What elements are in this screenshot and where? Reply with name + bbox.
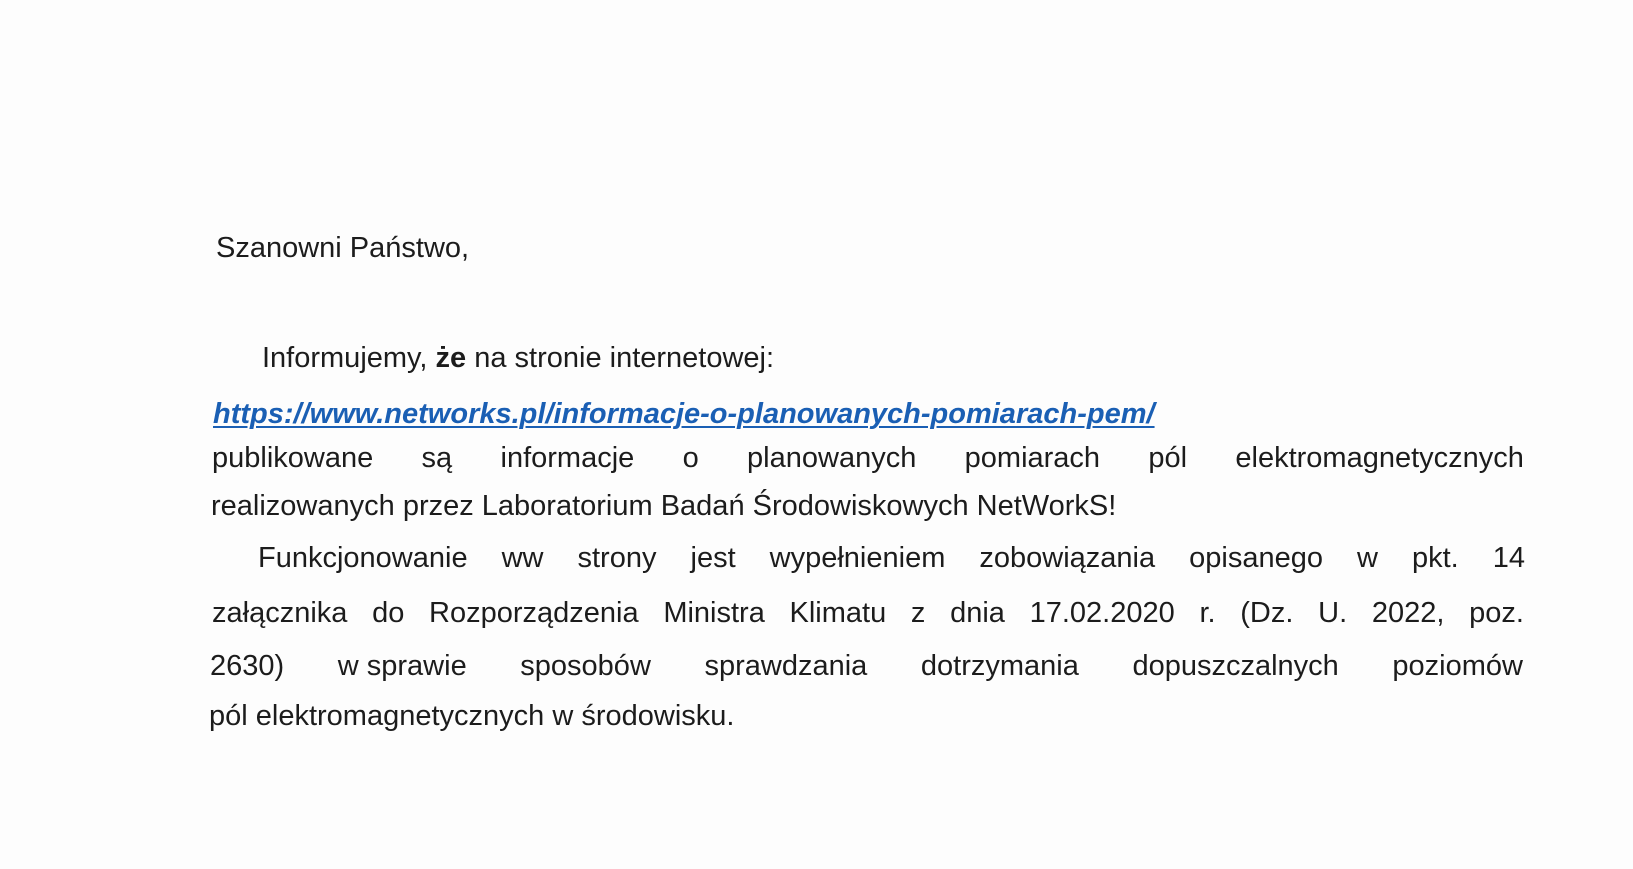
website-link[interactable]: https://www.networks.pl/informacje-o-planowanych-pomiarach-pem/ — [213, 398, 1155, 430]
word: (Dz. — [1240, 597, 1294, 629]
word: Rozporządzenia — [429, 597, 639, 629]
word: dnia — [950, 597, 1005, 629]
word: planowanych — [747, 442, 917, 474]
paragraph-2-line-4: pól elektromagnetycznych w środowisku. — [209, 700, 735, 732]
word: pomiarach — [964, 442, 1101, 474]
word: w — [1356, 542, 1378, 574]
word: Funkcjonowanie — [258, 542, 468, 574]
word: w sprawie — [337, 650, 467, 682]
paragraph-2-line-3 — [210, 648, 1523, 684]
word: wypełnieniem — [769, 542, 946, 574]
paragraph-1-line-1 — [212, 440, 1524, 476]
word: poz. — [1469, 597, 1524, 629]
word: elektromagnetycznych — [1235, 442, 1524, 474]
word: r. — [1199, 597, 1216, 629]
word: ww — [501, 542, 544, 574]
word: 14 — [1492, 542, 1525, 574]
word: informacje — [500, 442, 635, 474]
word: publikowane — [212, 442, 374, 474]
word: sposobów — [520, 650, 651, 682]
word: dotrzymania — [920, 650, 1079, 682]
word: opisanego — [1189, 542, 1323, 574]
word: strony — [577, 542, 657, 574]
word: o — [682, 442, 699, 474]
word: 2630) — [210, 650, 285, 682]
word: zobowiązania — [979, 542, 1156, 574]
intro-bold-word: że — [435, 342, 467, 374]
word: dopuszczalnych — [1132, 650, 1339, 682]
word: pkt. — [1411, 542, 1459, 574]
word: z — [910, 597, 926, 629]
intro-suffix: na stronie internetowej: — [466, 342, 775, 374]
word: Klimatu — [789, 597, 887, 629]
paragraph-1-line-2: realizowanych przez Laboratorium Badań Środowiskowych NetWorkS! — [211, 490, 1117, 522]
word: U. — [1318, 597, 1348, 629]
word: sprawdzania — [704, 650, 868, 682]
word: Ministra — [663, 597, 765, 629]
word: załącznika — [212, 597, 348, 629]
word: 2022, — [1371, 597, 1445, 629]
intro-line — [262, 340, 774, 376]
word: do — [372, 597, 405, 629]
intro-prefix: Informujemy, — [262, 342, 436, 374]
paragraph-2-line-1 — [258, 540, 1525, 576]
word: jest — [690, 542, 736, 574]
word: są — [421, 442, 453, 474]
word: 17.02.2020 — [1029, 597, 1175, 629]
greeting: Szanowni Państwo, — [216, 232, 470, 264]
word: pól — [1148, 442, 1188, 474]
paragraph-2-line-2 — [212, 595, 1524, 631]
word: poziomów — [1392, 650, 1523, 682]
